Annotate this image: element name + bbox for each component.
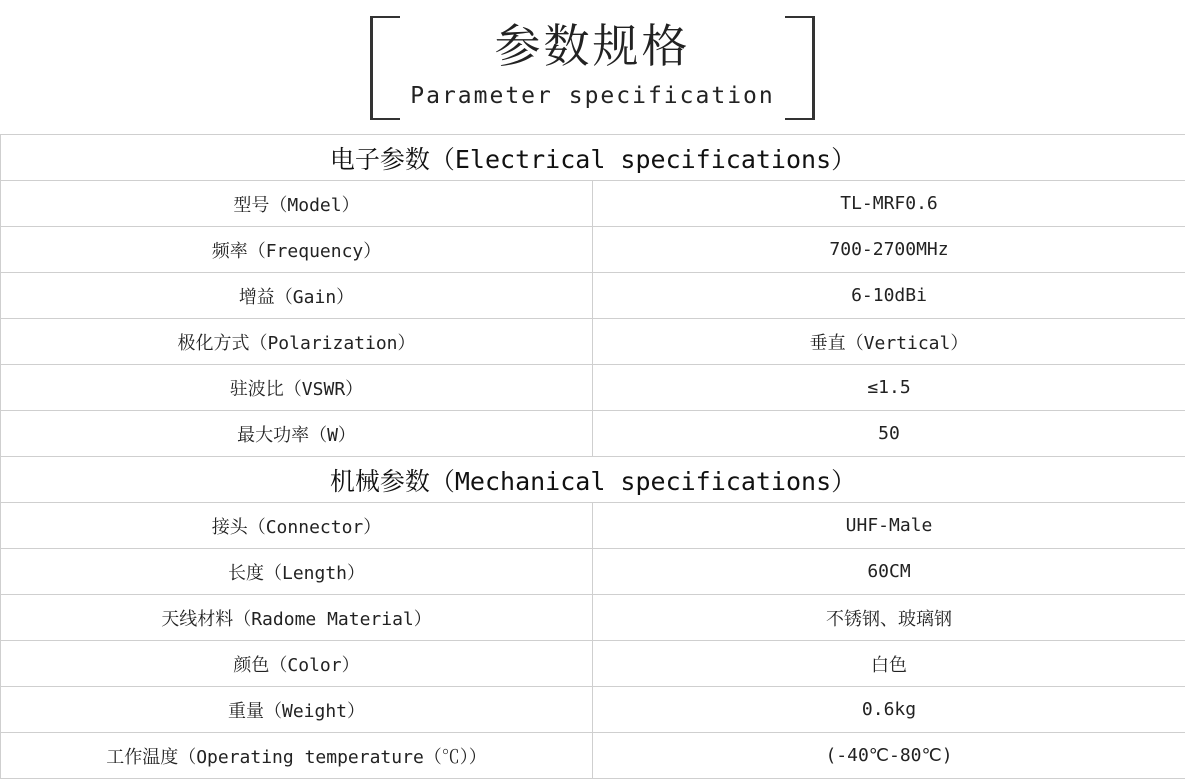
param-value-vswr: ≤1.5 xyxy=(593,365,1185,411)
param-label-model: 型号（Model） xyxy=(1,181,593,227)
section-title-mechanical: 机械参数（Mechanical specifications） xyxy=(1,457,1185,503)
param-label-polarization: 极化方式（Polarization） xyxy=(1,319,593,365)
param-value-max-power: 50 xyxy=(593,411,1185,457)
param-label-frequency: 频率（Frequency） xyxy=(1,227,593,273)
param-label-vswr: 驻波比（VSWR） xyxy=(1,365,593,411)
param-value-gain: 6-10dBi xyxy=(593,273,1185,319)
param-value-color: 白色 xyxy=(593,641,1185,687)
table-row xyxy=(1,273,1185,319)
table-row xyxy=(1,641,1185,687)
table-row xyxy=(1,733,1185,779)
param-value-model: TL-MRF0.6 xyxy=(593,181,1185,227)
param-label-weight: 重量（Weight） xyxy=(1,687,593,733)
table-row xyxy=(1,319,1185,365)
param-label-radome-material: 天线材料（Radome Material） xyxy=(1,595,593,641)
table-row xyxy=(1,365,1185,411)
param-value-weight: 0.6kg xyxy=(593,687,1185,733)
table-row xyxy=(1,411,1185,457)
param-value-polarization: 垂直（Vertical） xyxy=(593,319,1185,365)
section-row-electrical xyxy=(1,135,1185,181)
spec-table xyxy=(0,134,1185,779)
page-title-cn: 参数规格 xyxy=(494,19,691,73)
table-row xyxy=(1,687,1185,733)
table-row xyxy=(1,549,1185,595)
section-title-electrical: 电子参数（Electrical specifications） xyxy=(1,135,1185,181)
section-row-mechanical xyxy=(1,457,1185,503)
param-value-length: 60CM xyxy=(593,549,1185,595)
param-value-operating-temperature: (-40℃-80℃) xyxy=(593,733,1185,779)
spec-header xyxy=(0,0,1185,133)
param-value-frequency: 700-2700MHz xyxy=(593,227,1185,273)
param-label-operating-temperature: 工作温度（Operating temperature（℃）） xyxy=(1,733,593,779)
table-row xyxy=(1,595,1185,641)
param-label-length: 长度（Length） xyxy=(1,549,593,595)
param-label-max-power: 最大功率（W） xyxy=(1,411,593,457)
param-value-connector: UHF-Male xyxy=(593,503,1185,549)
table-row xyxy=(1,227,1185,273)
param-label-gain: 增益（Gain） xyxy=(1,273,593,319)
param-label-color: 颜色（Color） xyxy=(1,641,593,687)
param-label-connector: 接头（Connector） xyxy=(1,503,593,549)
table-row xyxy=(1,181,1185,227)
param-value-radome-material: 不锈钢、玻璃钢 xyxy=(593,595,1185,641)
table-row xyxy=(1,503,1185,549)
page-title-en: Parameter specification xyxy=(410,83,775,109)
